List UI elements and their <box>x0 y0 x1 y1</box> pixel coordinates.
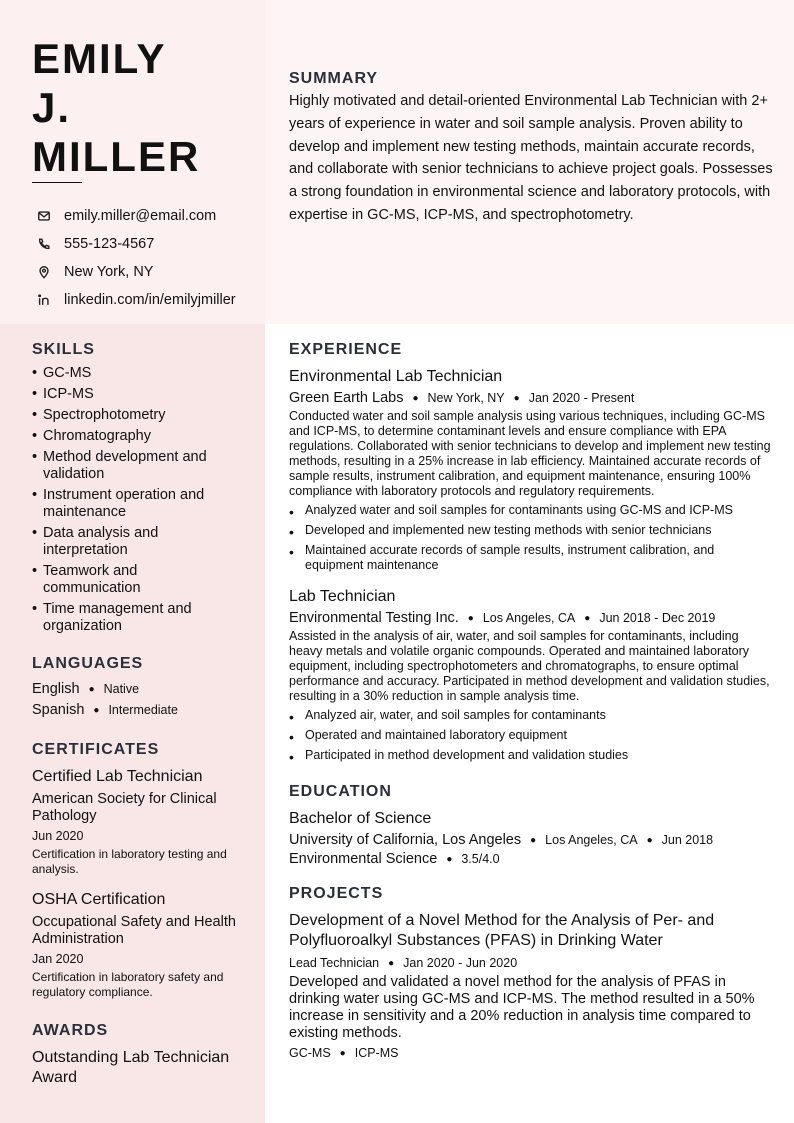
certificate-title: Certified Lab Technician <box>32 768 203 785</box>
job-entry <box>289 367 774 573</box>
project-entry <box>289 911 774 1060</box>
list-item: • Teamwork and communication <box>32 563 237 597</box>
separator-dot: ● <box>339 1047 346 1059</box>
contact-location <box>32 258 236 286</box>
certificate-org: Occupational Safety and Health Administration <box>32 914 236 947</box>
education-meta <box>289 832 774 848</box>
experience-title: EXPERIENCE <box>289 341 403 358</box>
contact-list <box>32 202 236 314</box>
mail-icon <box>32 206 56 226</box>
separator-dot: ● <box>446 853 453 865</box>
certificate-desc: Certification in laboratory testing and analysis. <box>32 847 227 876</box>
job-bullets <box>289 708 774 763</box>
separator-dot: ● <box>530 834 537 846</box>
phone-icon <box>32 234 56 254</box>
job-bullets <box>289 503 774 573</box>
languages-list <box>32 679 237 721</box>
name-divider <box>32 182 82 183</box>
list-item: • Spectrophotometry <box>32 407 237 424</box>
summary-text: Highly motivated and detail-oriented Environmental Lab Technician with 2+ years of experience in water and soil sample analysis. Proven ability to develop and implement new testing methods, maintain accurate records, and collaborate with senior technicians to achieve project goals. Possesses a strong foundation in environmental science and laboratory protocols, with expertise in GC-MS, ICP-MS, and spectrophotometry. <box>289 93 773 223</box>
project-description: Developed and validated a novel method for the analysis of PFAS in drinking water using GC-MS and ICP-MS. The method resulted in a 50% increase in sensitivity and a 20% reduction in analysis time compared to existing methods. <box>289 974 755 1041</box>
location-icon <box>32 262 56 282</box>
certificate-org: American Society for Clinical Pathology <box>32 791 217 824</box>
award-item: Outstanding Lab Technician Award <box>32 1049 230 1086</box>
certificate-date: Jan 2020 <box>32 952 84 966</box>
project-meta <box>289 956 774 970</box>
job-location: New York, NY <box>427 391 505 405</box>
job-meta <box>289 390 774 406</box>
school-name: University of California, Los Angeles <box>289 832 522 848</box>
sidebar-content <box>32 341 237 1088</box>
job-location: Los Angeles, CA <box>482 611 576 625</box>
list-item: • Chromatography <box>32 428 237 445</box>
education-field-row <box>289 851 774 867</box>
job-company: Environmental Testing Inc. <box>289 610 459 626</box>
skills-list <box>32 365 237 635</box>
certificates-title: CERTIFICATES <box>32 741 160 758</box>
contact-email[interactable] <box>32 202 236 230</box>
separator-dot: ● <box>646 834 653 846</box>
list-item: • Developed and implemented new testing methods with senior technicians <box>289 523 774 538</box>
project-tags <box>289 1046 774 1060</box>
list-item: • Instrument operation and maintenance <box>32 487 237 521</box>
contact-location-text: New York, NY <box>64 264 154 280</box>
education-title: EDUCATION <box>289 783 392 800</box>
candidate-name <box>32 34 252 181</box>
list-item: • ICP-MS <box>32 386 237 403</box>
list-item: • Operated and maintained laboratory equipment <box>289 728 774 743</box>
separator-dot: ● <box>88 684 95 695</box>
certificate-item <box>32 890 237 1000</box>
contact-linkedin-text: linkedin.com/in/emilyjmiller <box>64 292 236 308</box>
separator-dot: ● <box>513 392 520 404</box>
graduation-date: Jun 2018 <box>661 833 714 847</box>
list-item: • GC-MS <box>32 365 237 382</box>
projects-title: PROJECTS <box>289 885 384 902</box>
contact-email-text: emily.miller@email.com <box>64 208 217 224</box>
name-line-2: J. <box>32 84 72 131</box>
separator-dot: ● <box>584 612 591 624</box>
name-line-3: MILLER <box>32 133 201 180</box>
summary-section <box>289 70 774 227</box>
job-title: Environmental Lab Technician <box>289 368 503 385</box>
certificate-item <box>32 767 237 877</box>
job-description: Conducted water and soil sample analysis using various techniques, including GC-MS and ICP-MS, to determine contaminant levels and ensure compliance with EPA regulations. Collaborated with senior technicians to develop and implement new testing methods, resulting in a 25% increase in lab efficiency. Maintained accurate records of sample results, instrument calibration, and equipment maintenance, ensuring 100% compliance with laboratory protocols and regulatory requirements. <box>289 409 771 498</box>
field-of-study: Environmental Science <box>289 851 438 867</box>
language-name: Spanish <box>32 702 85 718</box>
list-item: • Method development and validation <box>32 449 237 483</box>
contact-phone-text: 555-123-4567 <box>64 236 155 252</box>
main-content <box>289 341 774 1060</box>
language-level: Intermediate <box>108 703 178 717</box>
contact-phone[interactable] <box>32 230 236 258</box>
language-item <box>32 700 237 721</box>
name-line-1: EMILY <box>32 35 167 82</box>
project-tag: GC-MS <box>289 1046 331 1060</box>
job-entry <box>289 587 774 763</box>
job-title: Lab Technician <box>289 588 396 605</box>
list-item: • Analyzed air, water, and soil samples for contaminants <box>289 708 774 723</box>
list-item: • Data analysis and interpretation <box>32 525 237 559</box>
languages-title: LANGUAGES <box>32 655 144 672</box>
separator-dot: ● <box>412 392 419 404</box>
linkedin-icon <box>32 290 56 310</box>
project-dates: Jan 2020 - Jun 2020 <box>403 956 518 970</box>
language-level: Native <box>103 682 140 696</box>
list-item: • Time management and organization <box>32 601 237 635</box>
awards-title: AWARDS <box>32 1022 109 1039</box>
project-name: Development of a Novel Method for the Analysis of Per- and Polyfluoroalkyl Substances (PFAS) in Drinking Water <box>289 912 715 949</box>
contact-linkedin[interactable] <box>32 286 236 314</box>
certificate-desc: Certification in laboratory safety and regulatory compliance. <box>32 970 224 999</box>
school-location: Los Angeles, CA <box>545 833 638 847</box>
gpa: 3.5/4.0 <box>461 852 500 866</box>
list-item: • Participated in method development and validation studies <box>289 748 774 763</box>
summary-title: SUMMARY <box>289 70 379 87</box>
education-entry <box>289 809 774 867</box>
job-meta <box>289 610 774 626</box>
certificate-date: Jun 2020 <box>32 829 84 843</box>
job-company: Green Earth Labs <box>289 390 404 406</box>
certificate-title: OSHA Certification <box>32 891 166 908</box>
language-name: English <box>32 681 80 697</box>
job-dates: Jun 2018 - Dec 2019 <box>599 611 716 625</box>
project-tag: ICP-MS <box>354 1046 399 1060</box>
list-item: • Analyzed water and soil samples for contaminants using GC-MS and ICP-MS <box>289 503 774 518</box>
separator-dot: ● <box>467 612 474 624</box>
job-dates: Jan 2020 - Present <box>528 391 635 405</box>
list-item: • Maintained accurate records of sample results, instrument calibration, and equipment maintenance <box>289 543 774 573</box>
job-description: Assisted in the analysis of air, water, and soil samples for contaminants, including heavy metals and volatile organic compounds. Operated and maintained laboratory equipment, including spectrophotometers and chromatographs, to ensure optimal performance and accuracy. Participated in method development and validation studies, resulting in a 30% reduction in sample analysis time. <box>289 629 770 703</box>
language-item <box>32 679 237 700</box>
skills-title: SKILLS <box>32 341 95 358</box>
project-role: Lead Technician <box>289 956 380 970</box>
separator-dot: ● <box>93 705 100 716</box>
separator-dot: ● <box>388 957 395 969</box>
degree: Bachelor of Science <box>289 810 432 827</box>
